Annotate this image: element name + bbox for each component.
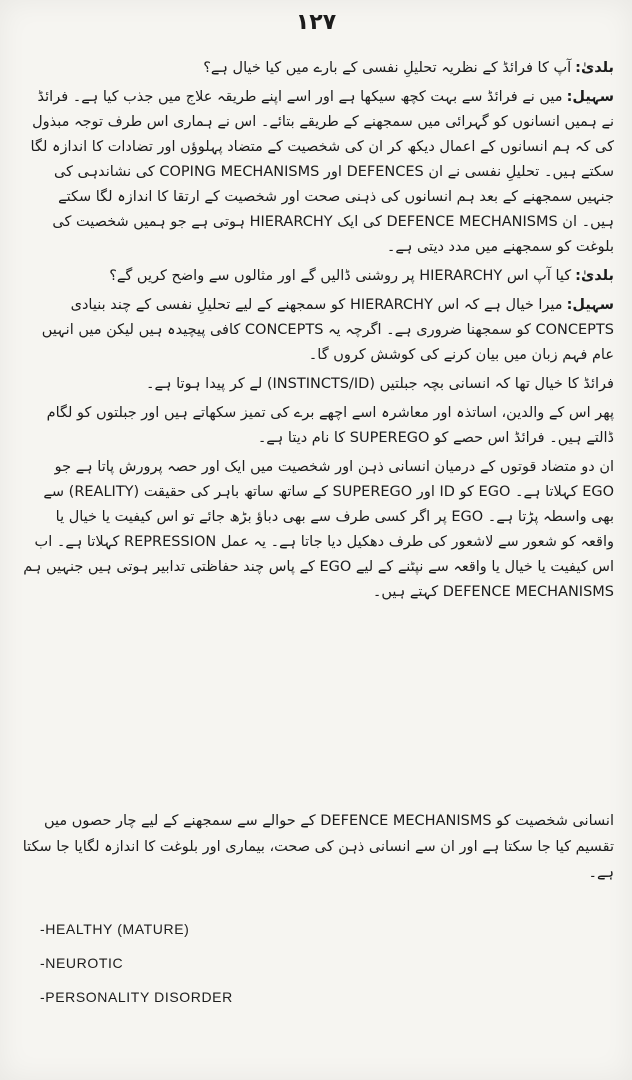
paragraph-text: پھر اس کے والدین، اساتذہ اور معاشرہ اسے اچھے برے کی تمیز سکھاتے ہیں اور جبلتوں کو لگام ڈالتے ہیں۔ فرائڈ اس حصے کو SUPEREGO کا نام دیتا ہے۔ (46, 405, 614, 446)
category-list (40, 912, 233, 1014)
paragraph-text: میں نے فرائڈ سے بہت کچھ سیکھا ہے اور اسے اپنے طریقہ علاج میں جذب کیا ہے۔ فرائڈ نے ہمیں انسانوں کو گہرائی میں سمجھنے کے طریقے بتائے۔ اس نے ہماری اس طرف توجہ مبذول کی کہ ہم انسانوں کے اعمال دیکھ کر ان کی شخصیت کے متضاد پہلوؤں اور تضادات کا اندازہ لگا سکتے ہیں۔ تحلیلِ نفسی نے ان DEFENCES اور COPING MECHANISMS کی نشاندہی کی جنہیں سمجھنے کے بعد ہم انسانوں کی ذہنی صحت اور شخصیت کے ارتقا کا اندازہ لگا سکتے ہیں۔ ان DEFENCE MECHANISMS کی ایک HIERARCHY ہوتی ہے جو ہمیں شخصیت کی بلوغت کو سمجھنے میں مدد دیتی ہے۔ (30, 89, 614, 255)
paragraph (22, 56, 614, 81)
interview-text (22, 56, 614, 609)
paragraph (22, 455, 614, 605)
speaker-label: سہیل: (566, 297, 614, 313)
speaker-label: بلدیٰ: (575, 268, 614, 284)
page-number: ۱۲۷ (295, 10, 337, 35)
paragraph (22, 264, 614, 289)
list-item: -NEUROTIC (40, 955, 124, 971)
list-item: -HEALTHY (MATURE) (40, 921, 190, 937)
paragraph (22, 85, 614, 260)
speaker-label: بلدیٰ: (575, 60, 614, 76)
paragraph-text: ان دو متضاد قوتوں کے درمیان انسانی ذہن اور شخصیت میں ایک اور حصہ پرورش پاتا ہے جو EGO کہلاتا ہے۔ EGO کو ID اور SUPEREGO کے ساتھ ساتھ باہر کی حقیقت (REALITY) سے بھی واسطہ پڑتا ہے۔ EGO پر اگر کسی طرف سے بھی دباؤ بڑھ جائے تو اس کیفیت یا خیال یا واقعہ کو شعور سے لاشعور کی طرف دھکیل دیا جاتا ہے۔ یہ عمل REPRESSION کہلاتا ہے۔ اب اس کیفیت یا خیال یا واقعہ سے نپٹنے کے لیے EGO کے پاس چند حفاظتی تدابیر ہوتی ہیں جنہیں ہم DEFENCE MECHANISMS کہتے ہیں۔ (23, 459, 614, 600)
paragraph-text: میرا خیال ہے کہ اس HIERARCHY کو سمجھنے کے لیے تحلیلِ نفسی کے چند بنیادی CONCEPTS کو سمجھنا ضروری ہے۔ اگرچہ یہ CONCEPTS کافی پیچیدہ ہیں لیکن میں انہیں عام فہم زبان میں بیان کرنے کی کوشش کروں گا۔ (41, 297, 614, 363)
section-intro (22, 808, 614, 886)
list-item: -PERSONALITY DISORDER (40, 989, 233, 1005)
paragraph (22, 372, 614, 397)
paragraph (22, 401, 614, 451)
speaker-label: سہیل: (566, 89, 614, 105)
paragraph-text: آپ کا فرائڈ کے نظریہ تحلیلِ نفسی کے بارے میں کیا خیال ہے؟ (203, 60, 572, 76)
section-intro-text: انسانی شخصیت کو DEFENCE MECHANISMS کے حوالے سے سمجھنے کے لیے چار حصوں میں تقسیم کیا جا سکتا ہے اور ان سے انسانی ذہن کی صحت، بیماری اور بلوغت کا اندازہ لگایا جا سکتا ہے۔ (22, 813, 614, 881)
paragraph-text: فرائڈ کا خیال تھا کہ انسانی بچہ جبلتیں (INSTINCTS/ID) لے کر پیدا ہوتا ہے۔ (146, 376, 614, 392)
paragraph-text: کیا آپ اس HIERARCHY پر روشنی ڈالیں گے اور مثالوں سے واضح کریں گے؟ (109, 268, 572, 284)
paragraph (22, 293, 614, 368)
